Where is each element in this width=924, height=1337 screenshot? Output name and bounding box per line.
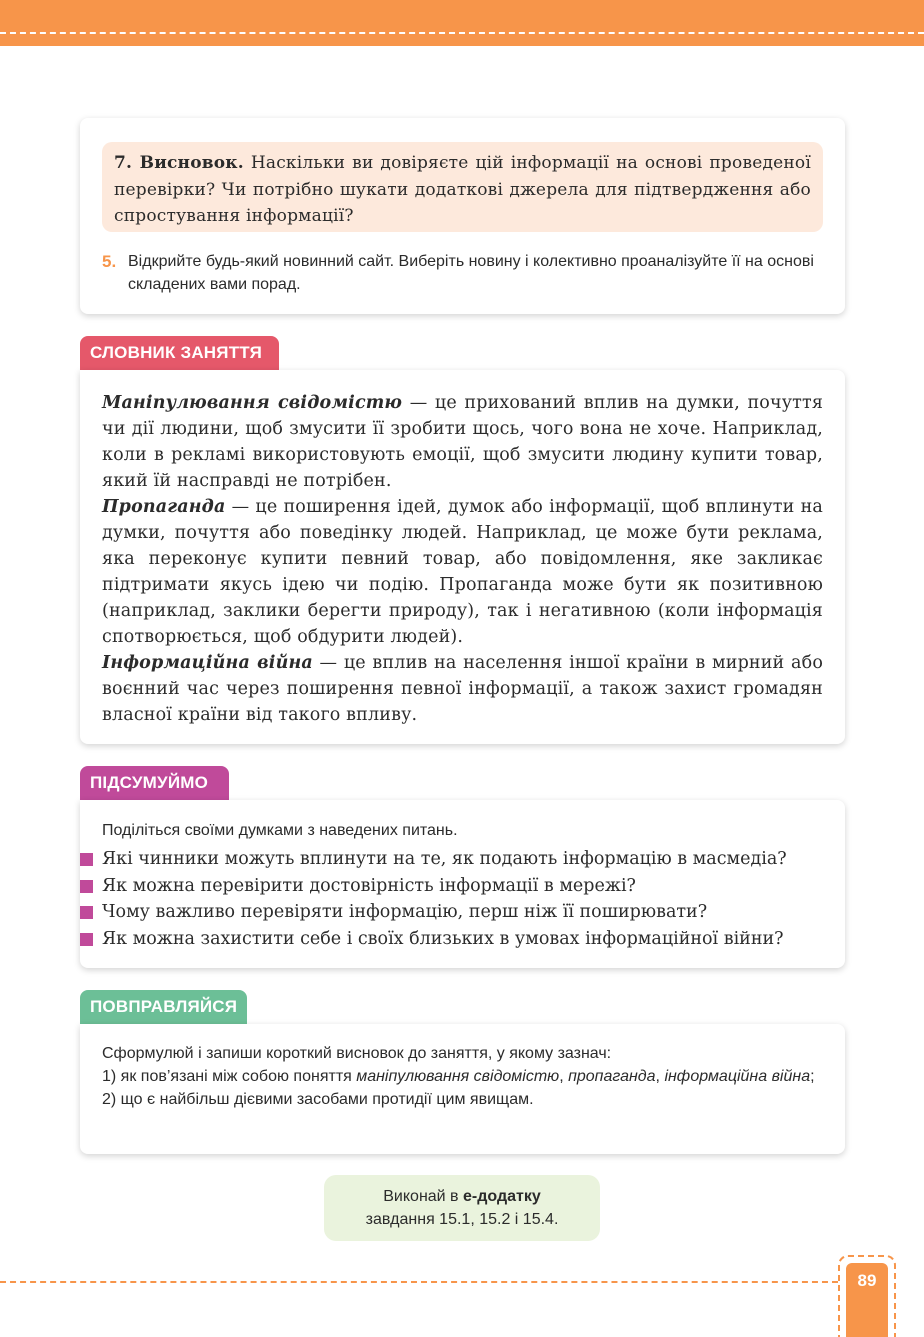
vocabulary-entry <box>102 650 823 728</box>
separator: , <box>559 1068 569 1085</box>
conclusion-text: Наскільки ви довіряєте цій інформації на основі проведеної перевірки? Чи потрібно шукати додаткові джерела для підтвердження або спростування інформації? <box>114 153 811 226</box>
exercise-card <box>80 1024 845 1154</box>
conclusion-box <box>102 142 823 232</box>
question-text: Як можна захистити себе і своїх близьких в умовах інформаційної війни? <box>102 928 784 949</box>
list-item <box>80 873 845 900</box>
e-dodatok-prefix: Виконай в <box>383 1188 463 1205</box>
vocabulary-term: Пропаганда <box>102 497 226 517</box>
vocabulary-term: Інформаційна війна <box>102 653 313 673</box>
summary-card <box>80 800 845 968</box>
header-dashed-line <box>0 32 924 34</box>
summary-intro: Поділіться своїми думками з наведених питань. <box>102 822 458 839</box>
vocabulary-definition: — це поширення ідей, думок або інформації, щоб вплинути на думки, почуття або поведінку людей. Наприклад, це може бути реклама, яка переконує купити певний товар, або повідомлення, яке закликає підтримати якусь ідею чи подію. Пропаганда може бути як позитивною (наприклад, заклики берегти природу), так і негативною (коли інформація спотворюється, щоб обдурити людей). <box>102 497 823 647</box>
question-text: Як можна перевірити достовірність інформації в мережі? <box>102 875 636 896</box>
list-item <box>80 846 845 873</box>
exercise-intro: Сформулюй і запиши короткий висновок до заняття, у якому зазнач: <box>102 1045 612 1062</box>
task-5-number: 5. <box>102 252 117 271</box>
exercise-item-1 <box>102 1065 823 1088</box>
top-header-band <box>0 0 924 46</box>
term-information-war: інформаційна війна <box>664 1068 811 1085</box>
list-item <box>80 899 845 926</box>
square-bullet-icon <box>80 933 93 946</box>
vocabulary-entry <box>102 494 823 650</box>
separator: , <box>655 1068 665 1085</box>
vocabulary-text <box>102 390 823 728</box>
task-5-text: Відкрийте будь-який новинний сайт. Виберіть новину і колективно проаналізуйте її на основі складених вами порад. <box>128 253 814 293</box>
footer-dashed-line <box>0 1281 838 1283</box>
vocabulary-card <box>80 370 845 744</box>
e-dodatok-link[interactable]: е-додатку <box>463 1188 541 1205</box>
vocabulary-entry <box>102 390 823 494</box>
item-1-prefix: 1) як пов’язані між собою поняття <box>102 1068 357 1085</box>
summary-tab: ПІДСУМУЙМО <box>80 766 229 800</box>
list-item <box>80 926 845 953</box>
question-text: Чому важливо перевіряти інформацію, перш ніж її поширювати? <box>102 902 708 922</box>
e-dodatok-box <box>324 1175 600 1241</box>
task-5 <box>102 250 823 296</box>
exercise-item-2: 2) що є найбільш дієвими засобами протидії цим явищам. <box>102 1091 534 1108</box>
conclusion-title: 7. Висновок. <box>114 153 244 173</box>
vocabulary-definition: — це вплив на населення іншої країни в мирний або воєнний час через поширення певної інформації, а також захист громадян власної країни від такого впливу. <box>102 653 824 725</box>
item-1-end: ; <box>810 1068 815 1085</box>
term-manipulation: маніпулювання свідомістю <box>356 1068 560 1085</box>
vocabulary-term: Маніпулювання свідомістю <box>102 393 403 413</box>
task-card <box>80 118 845 314</box>
page-number: 89 <box>846 1263 888 1337</box>
square-bullet-icon <box>80 853 93 866</box>
term-propaganda: пропаганда <box>568 1068 656 1085</box>
e-dodatok-tasks: завдання 15.1, 15.2 і 15.4. <box>365 1211 559 1228</box>
vocabulary-tab: СЛОВНИК ЗАНЯТТЯ <box>80 336 279 370</box>
square-bullet-icon <box>80 906 93 919</box>
exercise-tab: ПОВПРАВЛЯЙСЯ <box>80 990 247 1024</box>
square-bullet-icon <box>80 880 93 893</box>
vocabulary-definition: — це прихований вплив на думки, почуття чи дії людини, щоб змусити її зробити щось, чого вона не хоче. Наприклад, коли в рекламі використовують емоції, щоб змусити людину купити товар, який їй насправді не потрібен. <box>102 393 824 491</box>
summary-question-list <box>80 846 845 952</box>
question-text: Які чинники можуть вплинути на те, як подають інформацію в масмедіа? <box>102 849 787 869</box>
exercise-text <box>102 1042 823 1111</box>
